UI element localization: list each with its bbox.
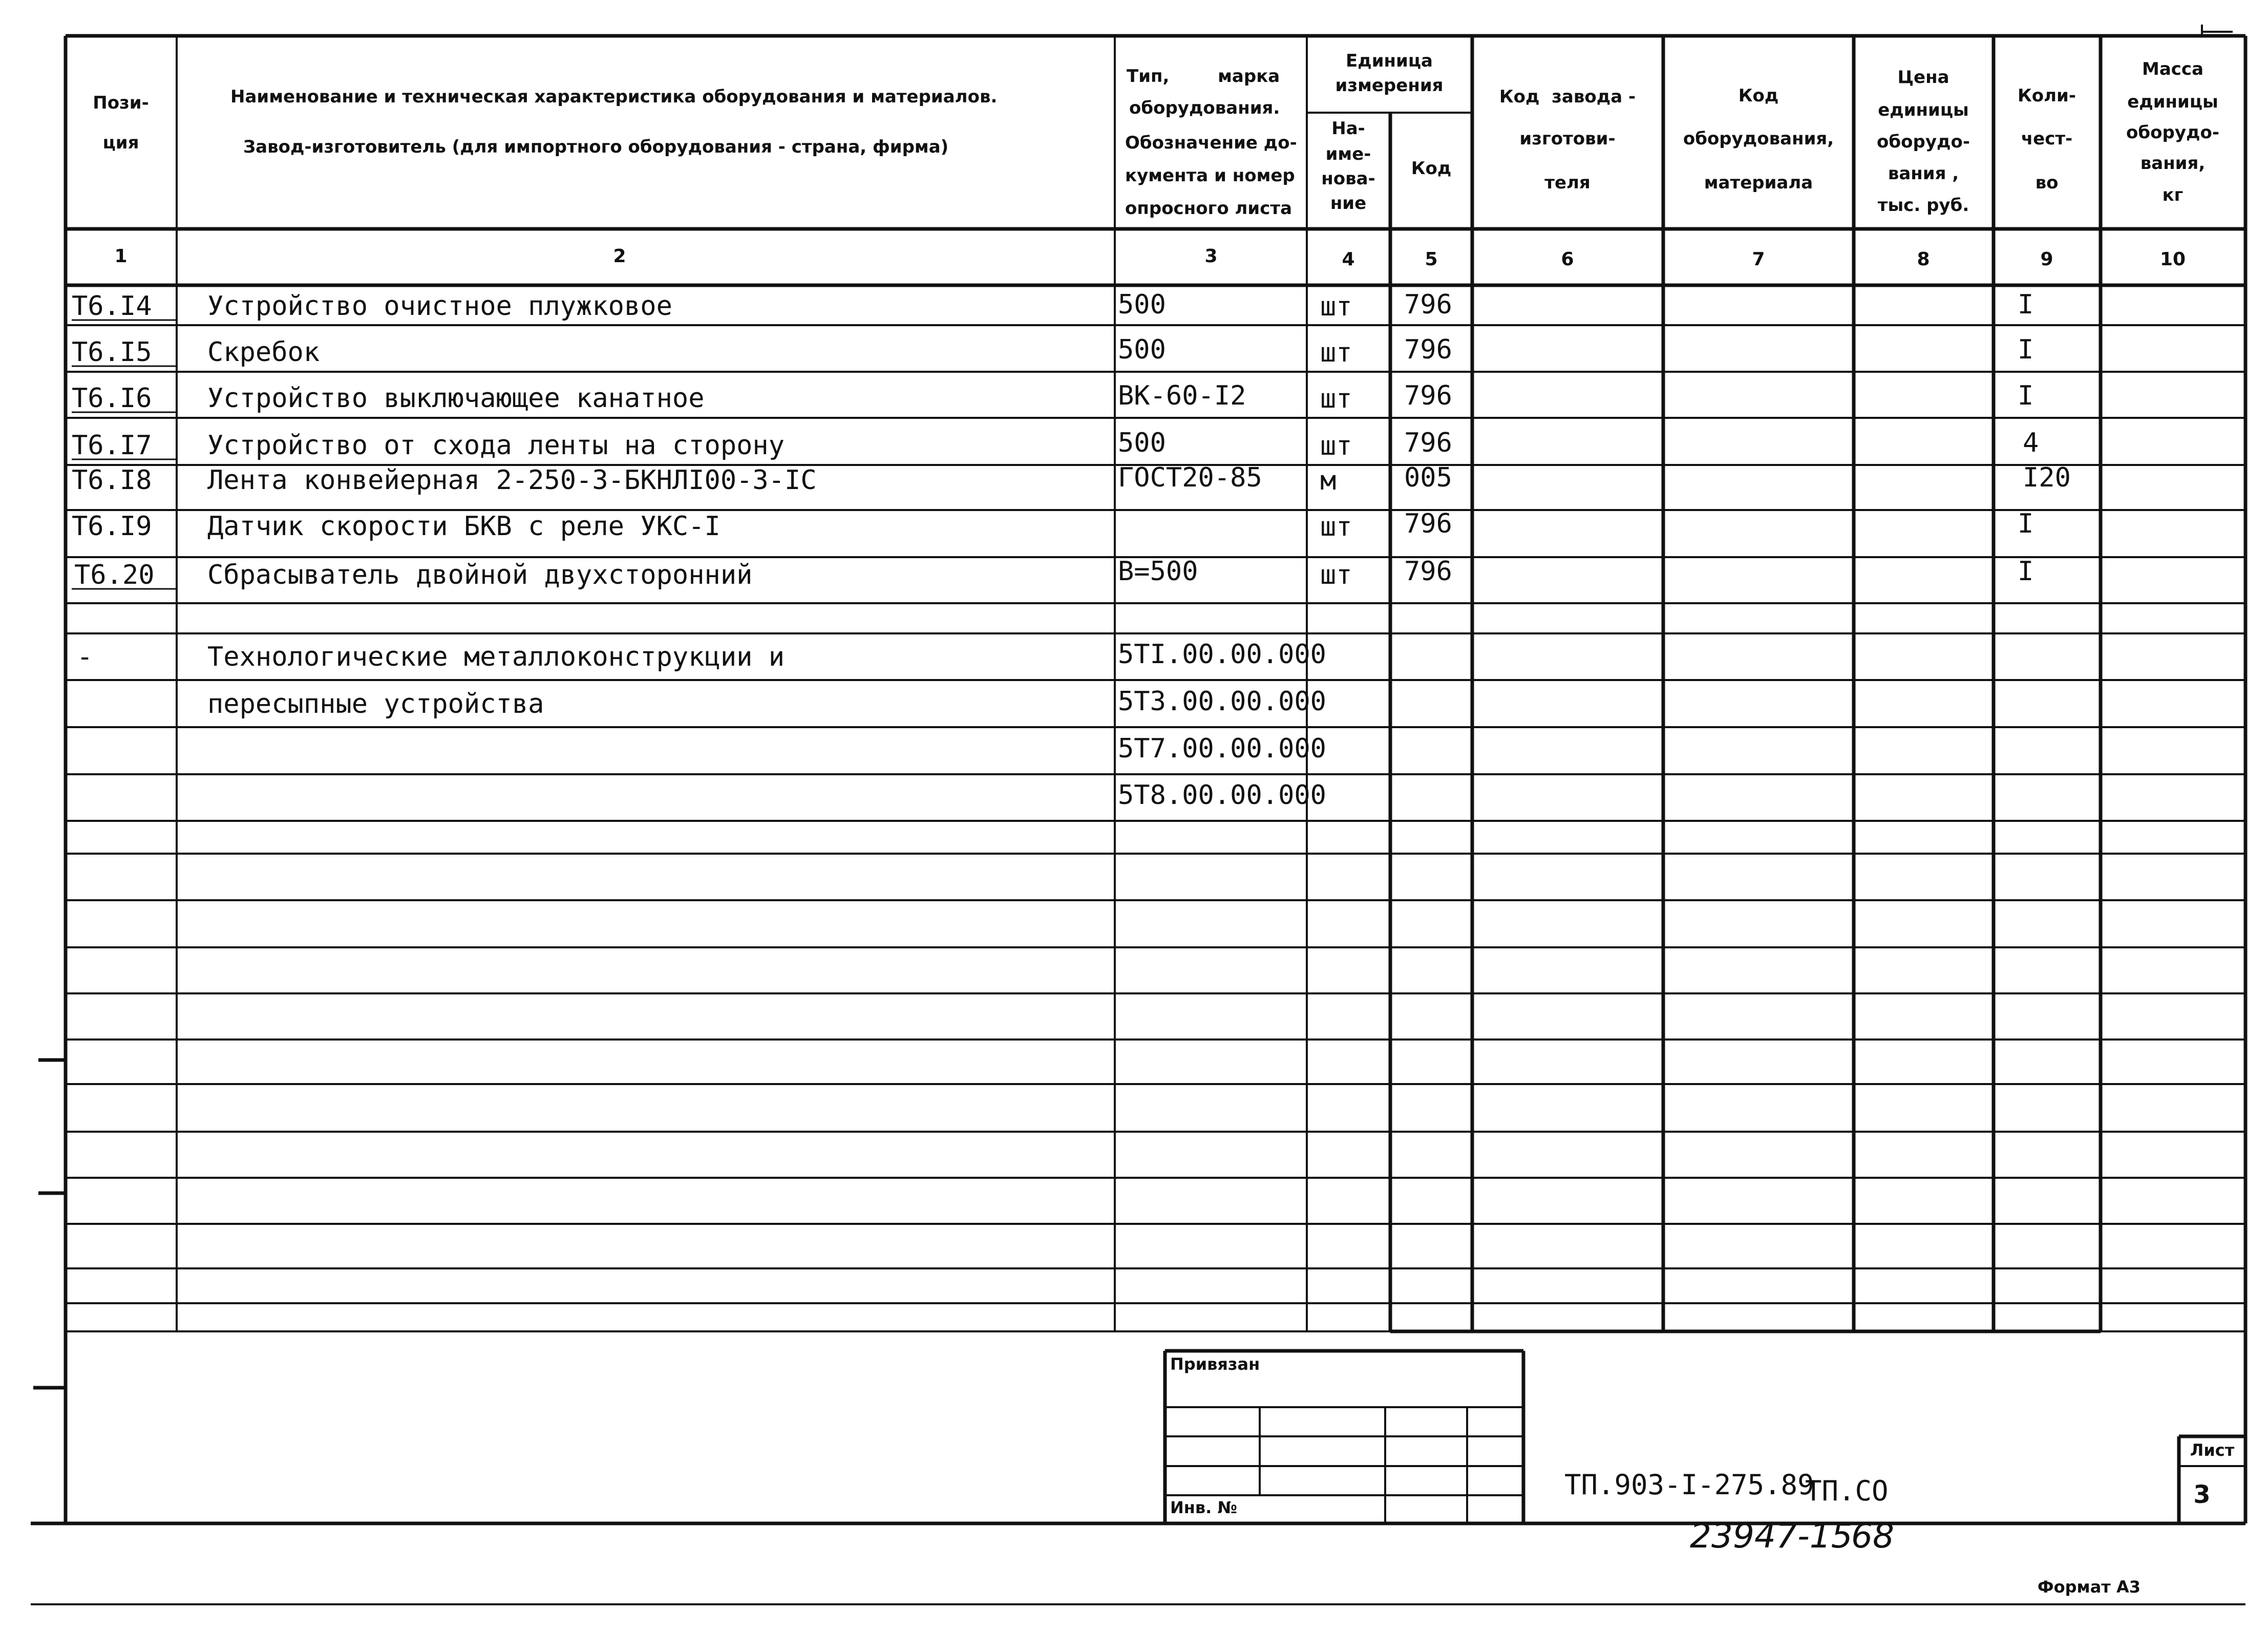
column-number: 5 [1425, 249, 1438, 270]
column-number: 9 [2040, 249, 2053, 270]
header-unit-group-line2: измерения [1335, 75, 1444, 96]
cell-code: 796 [1404, 556, 1452, 587]
cell-name: Технологические металлоконструкции и [207, 642, 785, 672]
cell-quantity: I [2018, 556, 2034, 587]
table-row [77, 639, 1326, 672]
header-col8-line2: единицы [1878, 100, 1969, 120]
handwritten-number: 23947-15 [1690, 1516, 1853, 1556]
header-col7-line3: материала [1704, 173, 1813, 193]
header-col10-line5: кг [2162, 185, 2184, 205]
cell-quantity: I [2018, 334, 2034, 365]
column-number: 8 [1917, 249, 1930, 270]
cell-quantity: I [2018, 508, 2034, 539]
cell-name: Скребок [207, 337, 320, 368]
column-number: 6 [1561, 249, 1574, 270]
cell-code: 005 [1404, 462, 1452, 493]
cell-unit: шт [1320, 384, 1352, 414]
cell-unit: шт [1320, 512, 1352, 542]
cell-name: Устройство выключающее канатное [207, 383, 705, 414]
cell-name: пересыпные устройства [207, 689, 544, 719]
header-col4-line1: На- [1331, 118, 1365, 139]
header-col3-line5: опросного листа [1125, 198, 1292, 219]
cell-unit: м [1320, 465, 1337, 496]
header-col10-line1: Масса [2142, 59, 2204, 79]
stamp-sheet-label: Лист [2190, 1440, 2235, 1460]
header-col6-line1: Код завода - [1499, 87, 1636, 107]
cell-unit: шт [1320, 431, 1352, 461]
header-col7-line2: оборудования, [1683, 129, 1834, 149]
cell-quantity: I [2018, 380, 2034, 411]
header-col7-line1: Код [1738, 86, 1779, 106]
cell-type: ГОСТ20-85 [1118, 462, 1262, 493]
cell-quantity: I20 [2023, 462, 2071, 493]
header-col8-line5: тыс. руб. [1877, 195, 1969, 216]
column-number: 4 [1342, 249, 1355, 270]
header-col6-line2: изготови- [1519, 129, 1616, 149]
cell-name: Устройство от схода ленты на сторону [207, 430, 785, 461]
header-col10-line4: вания, [2140, 153, 2206, 174]
cell-code: 796 [1404, 428, 1452, 458]
cell-position: Т6.20 [74, 560, 155, 590]
cell-position: Т6.I4 [72, 291, 152, 322]
cell-type: ВК-60-I2 [1118, 380, 1246, 411]
cell-unit: шт [1320, 291, 1352, 322]
cell-type: 500 [1118, 334, 1166, 365]
header-col3-line1: Тип, марка [1127, 66, 1280, 87]
cell-name: Сбрасыватель двойной двухсторонний [207, 560, 753, 590]
cell-position: Т6.I7 [72, 430, 152, 461]
header-col3-line3: Обозначение до- [1125, 133, 1297, 153]
format-label: Формат А3 [2037, 1577, 2140, 1597]
cell-position: Т6.I5 [72, 337, 152, 368]
cell-code: 796 [1404, 289, 1452, 320]
cell-type: 5Т8.00.00.000 [1118, 780, 1326, 811]
cell-unit: шт [1320, 560, 1352, 590]
stamp-designation: ТП.903-I-275.89 [1564, 1469, 1814, 1501]
table-row [1118, 780, 1326, 811]
cell-position: Т6.I9 [72, 511, 152, 542]
stamp-privyazan-label: Привязан [1170, 1354, 1260, 1374]
cell-position: Т6.I6 [72, 383, 152, 414]
cell-unit: шт [1320, 337, 1352, 368]
cell-name: Устройство очистное плужковое [207, 291, 672, 322]
cell-name: Лента конвейерная 2-250-3-БКНЛI00-3-IС [207, 465, 817, 496]
cell-position: Т6.I8 [72, 465, 152, 496]
stamp-designation-suffix: ТП.СО [1805, 1475, 1889, 1507]
handwritten-page: 68 [1851, 1516, 1894, 1556]
header-col9-line2: чест- [2021, 129, 2073, 149]
table-row [1118, 733, 1326, 764]
cell-code: 796 [1404, 334, 1452, 365]
header-col1-line2: ция [102, 133, 139, 153]
header-col9-line3: во [2035, 173, 2059, 193]
cell-type: 5ТI.00.00.000 [1118, 639, 1326, 670]
header-col4-line2: име- [1325, 144, 1371, 164]
stamp-inv-no-label: Инв. № [1170, 1498, 1237, 1517]
cell-type: 5Т3.00.00.000 [1118, 686, 1326, 717]
cell-type: В=500 [1118, 556, 1198, 587]
header-col8-line1: Цена [1897, 67, 1949, 88]
column-number: 7 [1752, 249, 1765, 270]
header-col1-line1: Пози- [93, 93, 149, 113]
stamp-sheet-number: 3 [2193, 1480, 2211, 1509]
header-col10-line2: единицы [2127, 92, 2218, 112]
cell-code: 796 [1404, 508, 1452, 539]
header-unit-group-line1: Единица [1346, 51, 1433, 71]
header-col2-line1: Наименование и техническая характеристика оборудования и материалов. [230, 87, 998, 107]
header-col9-line1: Коли- [2018, 86, 2076, 106]
header-col4-line4: ние [1330, 193, 1367, 214]
header-col10-line3: оборудо- [2126, 122, 2219, 143]
cell-type: 500 [1118, 428, 1166, 458]
cell-code: 796 [1404, 380, 1452, 411]
header-col3-line4: кумента и номер [1125, 165, 1295, 186]
column-number: 3 [1204, 246, 1218, 267]
cell-type: 5Т7.00.00.000 [1118, 733, 1326, 764]
header-col3-line2: оборудования. [1129, 98, 1280, 118]
cell-quantity: 4 [2023, 428, 2039, 458]
cell-name: Датчик скорости БКВ с реле УКС-I [207, 511, 720, 542]
column-number: 2 [613, 246, 626, 267]
header-col8-line4: вания , [1888, 163, 1959, 184]
header-col8-line3: оборудо- [1877, 132, 1970, 152]
header-col4-line3: нова- [1321, 168, 1375, 189]
header-col5: Код [1411, 158, 1452, 179]
cell-quantity: I [2018, 289, 2034, 320]
header-col2-line2: Завод-изготовитель (для импортного оборудования - страна, фирма) [243, 137, 949, 157]
cell-type: 500 [1118, 289, 1166, 320]
header-col6-line3: теля [1544, 173, 1591, 193]
column-number: 10 [2159, 249, 2186, 270]
cell-position: - [77, 642, 93, 672]
column-number: 1 [114, 246, 128, 267]
